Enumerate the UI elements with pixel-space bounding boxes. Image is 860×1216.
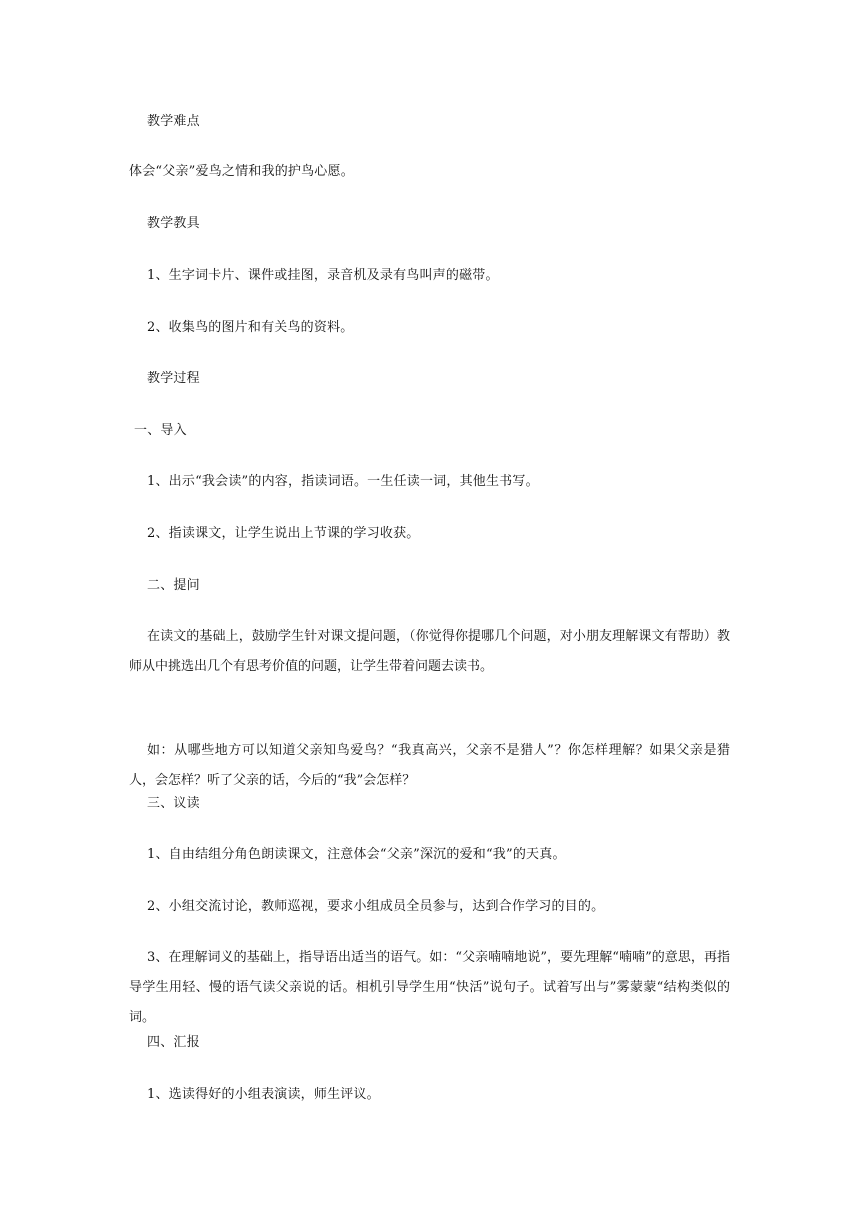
paragraph-introduction-2: 2、指读课文，让学生说出上节课的学习收获。: [147, 526, 420, 541]
section-heading-difficulty: 教学难点: [147, 114, 200, 129]
paragraph-tools-2: 2、收集鸟的图片和有关鸟的资料。: [147, 320, 354, 335]
paragraph-discussion-2: 2、小组交流讨论，教师巡视，要求小组成员全员参与，达到合作学习的目的。: [147, 899, 605, 914]
subheading-questions: 二、提问: [147, 578, 200, 593]
subheading-report: 四、汇报: [147, 1035, 200, 1050]
paragraph-tools-1: 1、生字词卡片、课件或挂图，录音机及录有鸟叫声的磁带。: [147, 268, 499, 283]
subheading-discussion: 三、议读: [147, 796, 200, 811]
paragraph-difficulty: 体会“父亲”爱鸟之情和我的护鸟心愿。: [129, 164, 354, 179]
section-heading-process: 教学过程: [147, 371, 200, 386]
paragraph-discussion-1: 1、自由结组分角色朗读课文，注意体会“父亲”深沉的爱和“我”的天真。: [147, 847, 566, 862]
paragraph-example: 如：从哪些地方可以知道父亲知鸟爱鸟？“我真高兴，父亲不是猎人”？你怎样理解？如果父亲是猎人，会怎样？听了父亲的话，今后的“我”会怎样？: [129, 743, 730, 788]
section-heading-tools: 教学教具: [147, 216, 200, 231]
subheading-introduction: 一、导入: [134, 423, 187, 438]
paragraph-discussion-3: 3、在理解词义的基础上，指导语出适当的语气。如：“父亲喃喃地说”，要先理解“喃喃”的意思，再指导学生用轻、慢的语气读父亲说的话。相机引导学生用“快活”说句子。试着写出与”雾蒙蒙“结构类似的词。: [129, 950, 730, 1025]
paragraph-questions: 在读文的基础上，鼓励学生针对课文提问题，（你觉得你提哪几个问题，对小朋友理解课文有帮助）教师从中挑选出几个有思考价值的问题，让学生带着问题去读书。: [129, 629, 730, 674]
paragraph-report-1: 1、选读得好的小组表演读，师生评议。: [147, 1087, 380, 1102]
paragraph-introduction-1: 1、出示“我会读”的内容，指读词语。一生任读一词，其他生书写。: [147, 474, 539, 489]
